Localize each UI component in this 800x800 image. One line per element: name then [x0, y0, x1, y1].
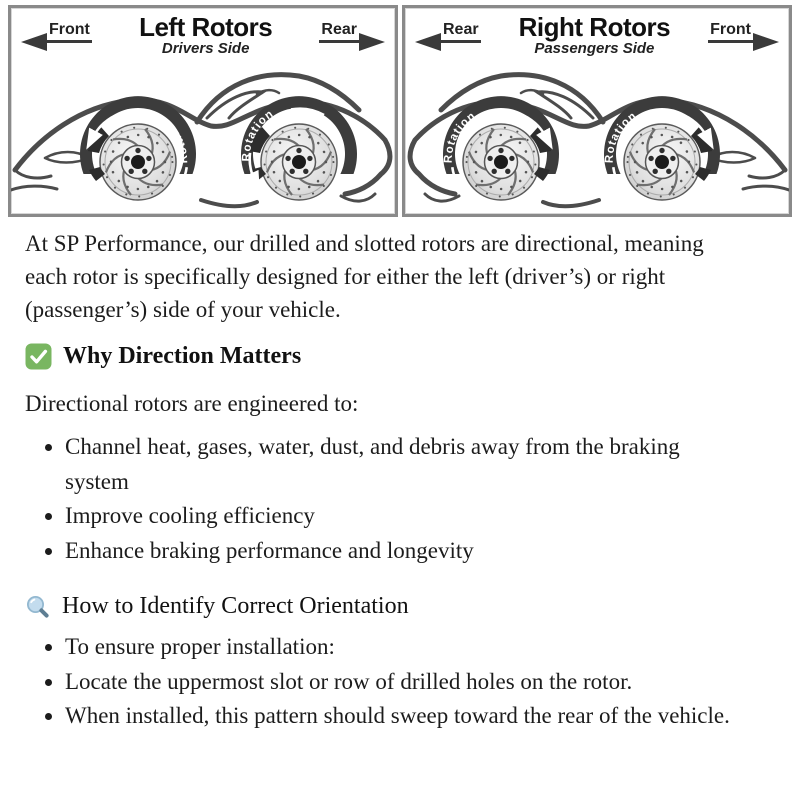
car-illustration-right	[405, 58, 789, 214]
direction-label-rear	[319, 22, 385, 43]
direction-label-rear	[415, 22, 481, 43]
left-arrow-icon	[415, 33, 441, 51]
benefits-list	[25, 430, 780, 568]
rotation-label: Rotation	[157, 114, 191, 164]
direction-label-front	[708, 22, 779, 43]
rotation-label: Rotation	[442, 109, 479, 164]
panel-titles	[481, 14, 709, 58]
left-rotors-panel	[8, 5, 398, 217]
panel-subtitle: Drivers Side	[161, 40, 250, 58]
panel-title: Left Rotors	[139, 12, 273, 42]
right-arrow-icon	[753, 33, 779, 51]
direction-label-text: Rear	[319, 22, 359, 43]
section-heading-text: How to Identify Correct Orientation	[62, 593, 409, 620]
direction-label-text: Rear	[441, 22, 481, 43]
orientation-list	[25, 630, 780, 734]
section-heading-why-direction-matters	[25, 343, 780, 370]
direction-label-text: Front	[708, 22, 753, 43]
car-body-art-mirrored	[410, 75, 789, 207]
magnifying-glass-icon	[25, 594, 51, 620]
left-arrow-icon	[21, 33, 47, 51]
direction-label-text: Front	[47, 22, 92, 43]
panel-titles	[92, 14, 320, 58]
list-item: • To ensure proper installation:	[65, 630, 745, 665]
car-body-art	[11, 75, 390, 207]
direction-label-front	[21, 22, 92, 43]
rotation-label: Rotation	[240, 107, 277, 162]
panel-header	[405, 8, 789, 58]
section-heading-identify-orientation	[25, 593, 780, 620]
list-item: • Improve cooling efficiency	[65, 499, 705, 534]
section-heading-text: Why Direction Matters	[63, 343, 302, 370]
check-mark-icon	[25, 343, 52, 370]
rotation-label: Rotation	[603, 109, 640, 164]
article-content	[0, 227, 800, 748]
right-rotors-panel	[402, 5, 792, 217]
panel-subtitle: Passengers Side	[534, 40, 655, 58]
rotor-direction-diagram	[0, 0, 800, 217]
list-item: • Enhance braking performance and longevity	[65, 534, 705, 569]
panel-header	[11, 8, 395, 58]
intro-paragraph: At SP Performance, our drilled and slotted rotors are directional, meaning each rotor is specifically designed for either the left (driver’s) or right (passenger’s) side of your vehicle.	[25, 231, 704, 323]
car-illustration-left	[11, 58, 395, 214]
right-arrow-icon	[359, 33, 385, 51]
list-item: • Locate the uppermost slot or row of drilled holes on the rotor.	[65, 665, 745, 700]
list-item: • When installed, this pattern should sweep toward the rear of the vehicle.	[65, 699, 745, 734]
list-item: • Channel heat, gases, water, dust, and debris away from the braking system	[65, 430, 705, 499]
section-lead-text: Directional rotors are engineered to:	[25, 391, 359, 417]
panel-title: Right Rotors	[518, 12, 671, 42]
